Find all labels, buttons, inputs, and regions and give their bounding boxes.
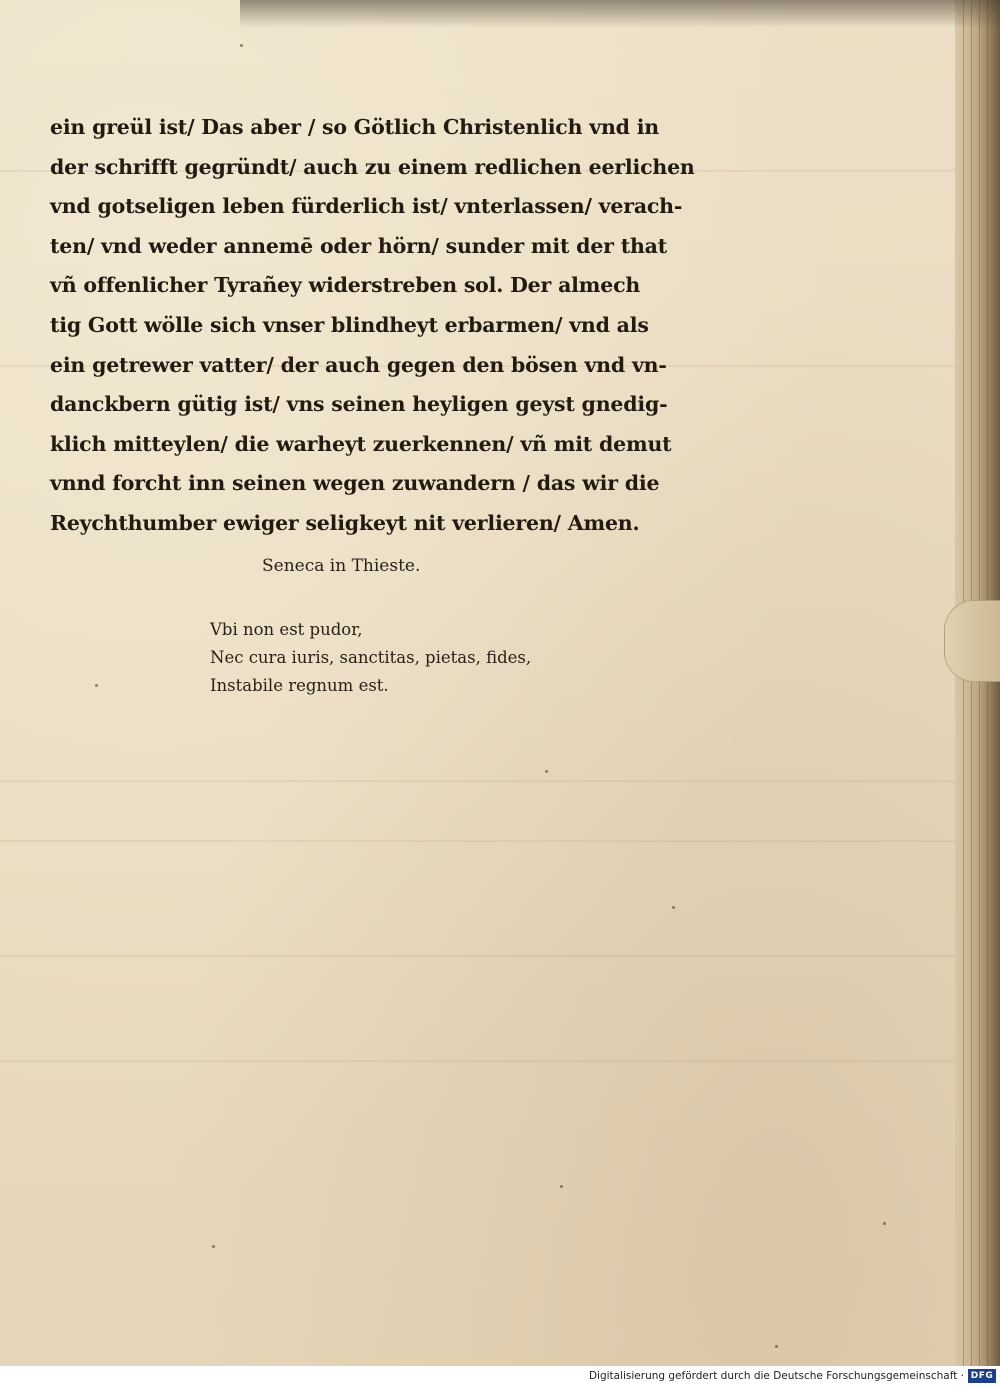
latin-quote	[210, 616, 531, 700]
paper-speck	[240, 44, 243, 47]
paper-fold-line	[0, 780, 955, 782]
paper-speck	[545, 770, 548, 773]
text-line: tig Gott wölle sich vnser blindheyt erbarmen/ vnd als	[50, 312, 649, 337]
dfg-logo-icon: DFG	[968, 1369, 996, 1383]
page-edge-line	[987, 0, 988, 1366]
paper-speck	[775, 1345, 778, 1348]
paper-speck	[672, 906, 675, 909]
page-edge-line	[963, 0, 964, 1366]
quote-line: Vbi non est pudor,	[210, 620, 363, 639]
text-line: danckbern gütig ist/ vns seinen heyligen geyst gnedig-	[50, 392, 668, 417]
binding-tab	[944, 600, 1000, 682]
text-line: vñ offenlicher Tyrañey widerstreben sol. Der almech	[50, 273, 641, 298]
paper-speck	[883, 1222, 886, 1225]
paper-fold-line	[0, 955, 955, 957]
text-line: ein getrewer vatter/ der auch gegen den bösen vnd vn-	[50, 352, 667, 377]
text-line: vnnd forcht inn seinen wegen zuwandern / das wir die	[50, 471, 660, 496]
body-text	[50, 108, 750, 544]
paper-speck	[212, 1245, 215, 1248]
book-page-edges	[955, 0, 1000, 1366]
text-line: ten/ vnd weder annemē oder hörn/ sunder mit der that	[50, 233, 668, 258]
page-edge-line	[979, 0, 980, 1366]
quote-line: Instabile regnum est.	[210, 676, 389, 695]
paper-speck	[95, 684, 98, 687]
quote-line: Nec cura iuris, sanctitas, pietas, fides,	[210, 648, 532, 667]
footer-bar	[0, 1366, 1000, 1387]
paper-fold-line	[0, 840, 955, 842]
paper-speck	[560, 1185, 563, 1188]
text-line: der schrifft gegründt/ auch zu einem redlichen eerlichen	[50, 154, 695, 179]
text-line: vnd gotseligen leben fürderlich ist/ vnterlassen/ verach-	[50, 194, 683, 219]
page-edge-line	[971, 0, 972, 1366]
paper-fold-line	[0, 1060, 955, 1062]
top-edge-shadow	[240, 0, 1000, 28]
text-line: ein greül ist/ Das aber / so Götlich Christenlich vnd in	[50, 115, 660, 139]
quote-heading: Seneca in Thieste.	[262, 556, 421, 576]
funding-credit: Digitalisierung gefördert durch die Deutsche Forschungsgemeinschaft ·	[588, 1370, 964, 1382]
text-line: Reychthumber ewiger seligkeyt nit verlieren/ Amen.	[50, 510, 640, 535]
text-line: klich mitteylen/ die warheyt zuerkennen/ vñ mit demut	[50, 431, 672, 456]
